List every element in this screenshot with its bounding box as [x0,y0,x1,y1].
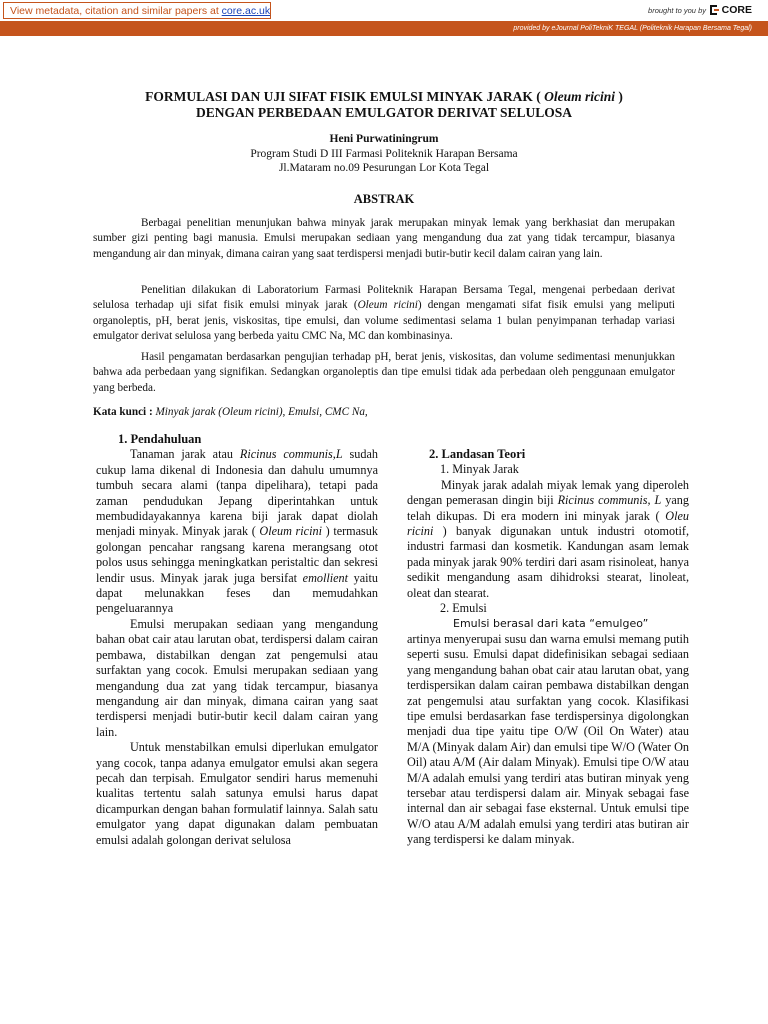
s1-paragraph-3: Untuk menstabilkan emulsi diperlukan emulgator yang cocok, tanpa adanya emulgator emulsi akan segera pecah dan terpisah. Emulgator sendiri harus memenuhi kualitas tertentu salah satunya emulsi harus dapat dicampurkan dengan bahan formulatif lainnya. Salah satu emulgator yang dapat digunakan dalam pembuatan emulsi adalah golongan derivat selulosa [96,740,378,847]
s2-paragraph-1 [407,478,689,601]
title-line-2: DENGAN PERBEDAAN EMULGATOR DERIVAT SELULOSA [195,105,573,120]
s2-p1-b: yang telah dikupas. Di era modern ini minyak jarak ( [407,493,689,523]
section-2-heading: 2. Landasan Teori [429,447,526,461]
metadata-banner[interactable] [3,2,271,19]
abstract-p2-italic: Oleum ricini [357,299,418,312]
subsection-1-heading: 1. Minyak Jarak [440,462,519,477]
s1-paragraph-1 [96,447,378,616]
affiliation-line-2: Jl.Mataram no.09 Pesurungan Lor Kota Tegal [278,162,490,174]
s2-p1-c: ) banyak digunakan untuk industri otomotif, industri farmasi dan kosmetik. Kandungan asam lemak pada minyak jarak 90% terdiri dari asam risinoleat, hanya sedikit mengandung asam dihidroksi stearat, linoleat, oleat dan stearat. [407,524,689,600]
title-line-1 [60,89,708,105]
author-name: Heni Purwatiningrum [329,133,439,145]
s1-p1-d: yaitu dapat melunakkan feses dan memudahkan pengeluarannya [96,570,379,616]
brought-by-text: brought to you by [648,6,706,15]
abstract-p2-text-a: Penelitian dilakukan di Laboratorium Farmasi Politeknik Harapan Bersama Tegal, mengenai perbedaan derivat selulosa terhadap uji sifat fisik emulsi minyak jarak ( [93,284,675,312]
keywords-text: Minyak jarak (Oleum ricini), Emulsi, CMC Na, [152,406,368,418]
core-logo-text: CORE [721,4,752,16]
s2-p2-first-line: Emulsi berasal dari kata “emulgeo” [453,617,649,631]
affiliation-line-1: Program Studi D III Farmasi Politeknik Harapan Bersama [250,148,518,160]
metadata-text: View metadata, citation and similar papers at [10,5,222,17]
provided-by-bar: provided by eJournal PoliTekniK TEGAL (Politeknik Harapan Bersama Tegal) [0,21,768,36]
s2-p1-italic-1: Ricinus communis, L [557,493,662,508]
abstract-paragraph-1: Berbagai penelitian menunjukan bahwa minyak jarak merupakan minyak lemak yang berkhasiat dan merupakan sumber gizi penting bagi manusia. Emulsi merupakan sediaan yang mengandung dua zat yang tidak tercampur, biasanya mengandung air dan minyak, dimana cairan yang saat terdispersi menjadi butir-butir kecil dalam cairan yang lain. [93,217,675,260]
s1-p1-c: ) termasuk golongan pencahar rangsang karena merangsang otot polos usus sehingga meningkatkan peristaltic dan sekresi lendir usus. Minyak jarak juga bersifat [96,524,378,585]
abstract-paragraph-2 [93,283,675,344]
title-species-italic: Oleum ricini [544,89,615,104]
s2-paragraph-2: artinya menyerupai susu dan warna emulsi memang putih seperti susu. Emulsi dapat didefinisikan sebagai sediaan yang mengandung bahan obat cair atau larutan obat, yang terdispersikan dalam cairan pembawa distabilkan dengan zat pengemulsi atau surfaktan yang cocok. Klasifikasi tipe emulsi berdasarkan fase terdispersinya digolongkan menjadi dua tipe yaitu tipe O/W (Oil On Water) atau M/A (Minyak dalam Air) dan emulsi tipe W/O (Water On Oil) atau A/M (Air dalam Minyak). Emulsi tipe O/W atau M/A adalah emulsi yang terdiri atas butiran minyak yeng tersebar atau terdispersi dalam air. Minyak sebagai fase internal dan air sebagai fase eksternal. Untuk emulsi tipe W/O atau A/M adalah emulsi yang terdiri atas butiran air yang terdispersi ke dalam minyak. [407,631,689,847]
title-text-b: ) [614,89,623,104]
s1-paragraph-2: Emulsi merupakan sediaan yang mengandung bahan obat cair atau larutan obat, terdispersi dalam cairan pembawa, distabilkan dengan zat pengemulsi atau surfaktan yang cocok. Emulsi merupakan sediaan yang mengandung dua zat yang tidak tercampur, biasanya mengandung air dan minyak, dimana cairan yang saat terdispersi menjadi butir-butir kecil dalam cairan yang lain. [96,616,378,739]
s2-paragraph-2-first-line [407,616,689,631]
core-logo[interactable] [708,2,752,18]
abstract-paragraph-3: Hasil pengamatan berdasarkan pengujian terhadap pH, berat jenis, viskositas, dan volume sedimentasi menunjukkan bahwa ada perbedaan yang signifikan. Sedangkan organoleptis dan tipe emulsi tidak ada perbedaan oleh penggunaan emulgator yang berbeda. [93,351,675,394]
s1-p1-italic-1: Ricinus communis,L [239,447,343,462]
s1-p1-italic-3: emollient [302,570,349,585]
s1-p1-a: Tanaman jarak atau [130,447,240,462]
s2-p1-a: Minyak jarak adalah miyak lemak yang diperoleh dengan pemerasan dingin biji [407,477,689,508]
core-header-bar [0,0,768,23]
s1-p1-b: sudah cukup lama dikenal di Indonesia dan dahulu umumnya tumbuh secara alami (tanpa dipelihara), tetapi pada zaman pendudukan Jepang diperintahkan untuk membudidayakannya karena biji jarak dapat diolah menjadi minyak. Minyak jarak ( [96,447,378,539]
title-text-a: FORMULASI DAN UJI SIFAT FISIK EMULSI MINYAK JARAK ( [145,89,545,104]
keywords-line [93,406,675,418]
abstract-p2-text-b: ) dengan mengamati sifat fisik emulsi yang meliputi organoleptis, pH, berat jenis, viskositas, tipe emulsi, dan volume sedimentasi selama 1 bulan penyimpanan terhadap variasi emulgator derivat selulosa yang berbeda yaitu CMC Na, MC dan kombinasinya. [93,299,675,342]
keywords-label: Kata kunci : [93,406,153,418]
s2-p1-italic-2: Oleu ricini [407,508,689,539]
right-column [407,447,689,848]
abstract-heading: ABSTRAK [353,192,415,206]
section-1-heading: 1. Pendahuluan [118,432,202,446]
left-column [96,432,378,848]
core-link[interactable]: core.ac.uk [221,5,271,17]
s1-p1-italic-2: Oleum ricini [259,524,322,539]
subsection-2-heading: 2. Emulsi [440,601,487,616]
paper-title [60,89,708,121]
core-logo-icon [708,3,720,17]
